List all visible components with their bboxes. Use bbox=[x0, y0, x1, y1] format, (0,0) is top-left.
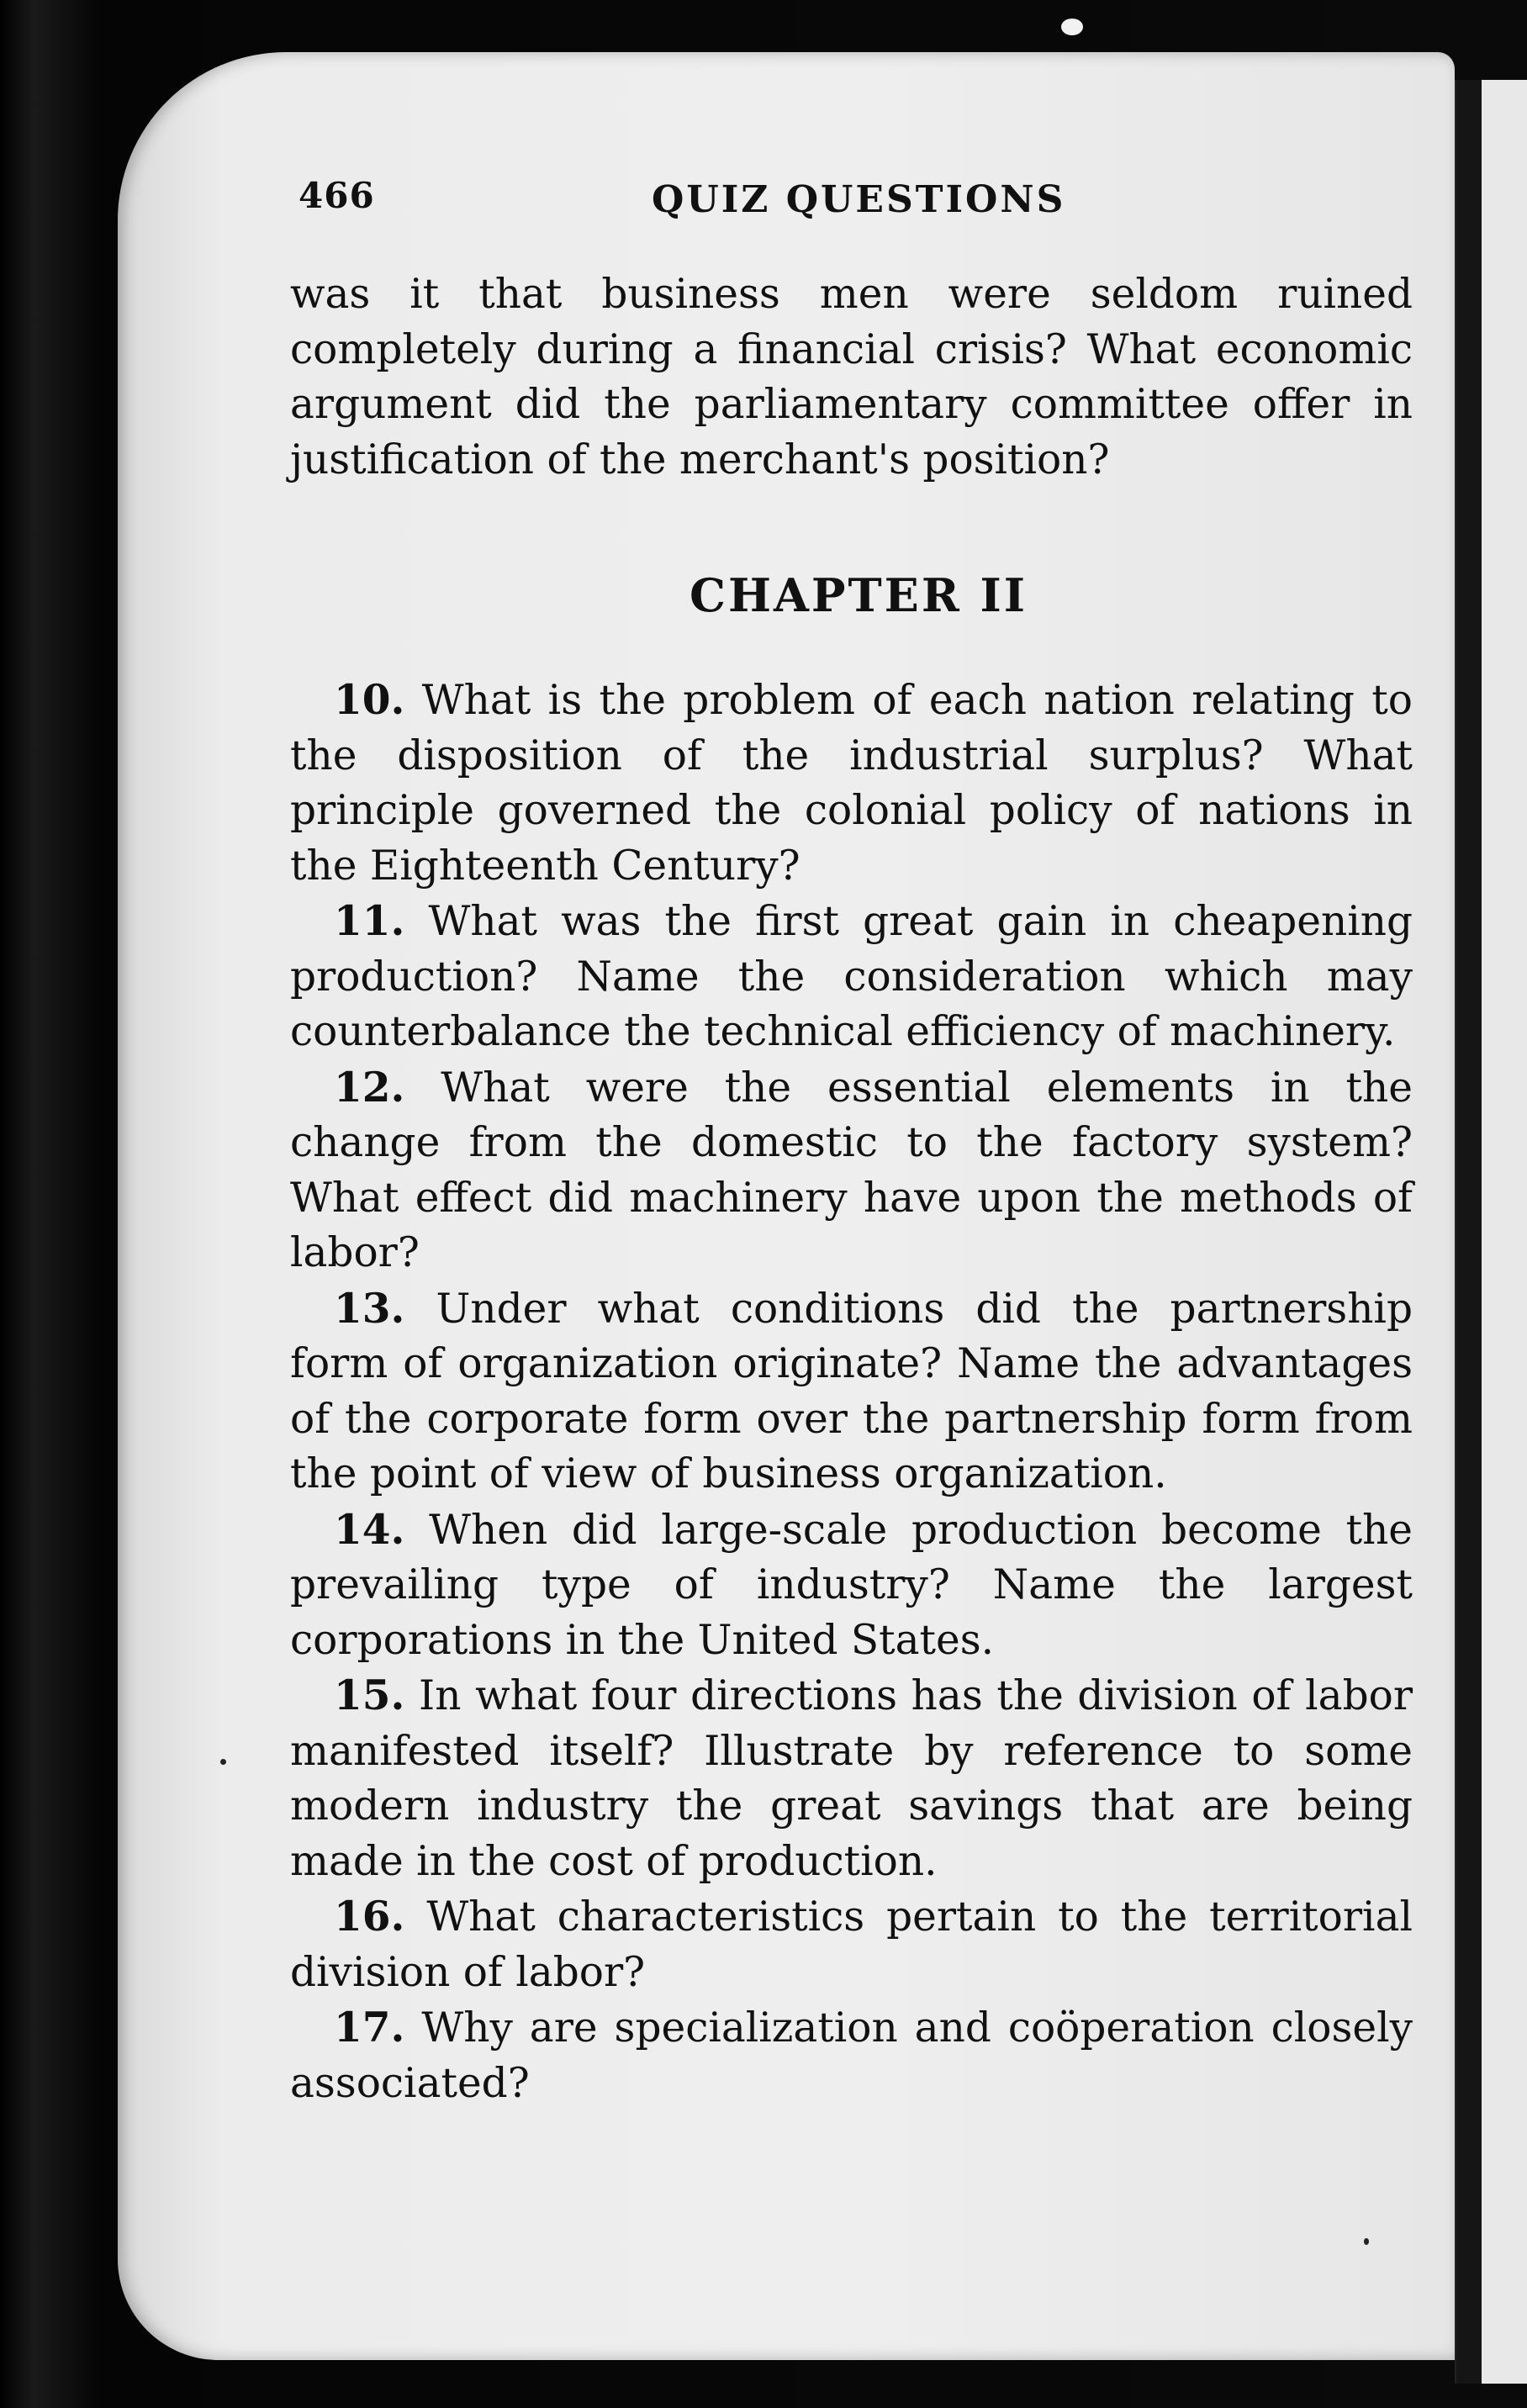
question-item bbox=[290, 894, 1413, 1060]
facing-page-edge bbox=[1480, 80, 1527, 2384]
page-number: 466 bbox=[299, 175, 375, 216]
question-number: 12. bbox=[334, 1063, 405, 1112]
question-number: 16. bbox=[334, 1893, 405, 1941]
question-text: What characteristics pertain to the territorial division of labor? bbox=[290, 1893, 1413, 1996]
scan-speck bbox=[220, 1759, 226, 1765]
question-text: What is the problem of each nation relating to the disposition of the industrial surplus? What principle governed the colonial policy of nations in the Eighteenth Century? bbox=[290, 677, 1413, 890]
question-item bbox=[290, 2000, 1413, 2111]
continuation-paragraph bbox=[290, 267, 1413, 488]
question-text: Why are specialization and coöperation closely associated? bbox=[290, 2004, 1413, 2107]
question-item bbox=[290, 1502, 1413, 1669]
question-item bbox=[290, 1668, 1413, 1889]
question-text: What was the first great gain in cheapening production? Name the consideration which may counterbalance the technical efficiency of machinery. bbox=[290, 898, 1413, 1055]
running-title: QUIZ QUESTIONS bbox=[652, 178, 1066, 221]
book-gutter bbox=[1455, 80, 1482, 2384]
question-number: 10. bbox=[334, 676, 405, 724]
page-header bbox=[299, 175, 1408, 234]
question-number: 13. bbox=[334, 1284, 405, 1333]
question-item bbox=[290, 673, 1413, 894]
question-text: What were the essential elements in the change from the domestic to the factory system? What effect did machinery have upon the methods of labor? bbox=[290, 1064, 1413, 1276]
question-number: 17. bbox=[334, 2004, 405, 2052]
question-text: Under what conditions did the partnership form of organization originate? Name the advantages of the corporate form over the partnership form from the point of view of business organization. bbox=[290, 1285, 1413, 1497]
question-item bbox=[290, 1889, 1413, 2000]
question-item bbox=[290, 1060, 1413, 1281]
question-text: In what four directions has the division of labor manifested itself? Illustrate by reference to some modern industry the great savings that are being made in the cost of production. bbox=[290, 1672, 1413, 1885]
question-number: 11. bbox=[334, 897, 405, 945]
scan-speck bbox=[1364, 2238, 1369, 2245]
chapter-title: CHAPTER II bbox=[690, 568, 1028, 622]
question-list bbox=[290, 673, 1413, 2111]
question-number: 15. bbox=[334, 1671, 405, 1719]
question-item bbox=[290, 1281, 1413, 1502]
scan-speck bbox=[1061, 18, 1083, 35]
continuation-text: was it that business men were seldom ruined completely during a financial crisis? What economic argument did the parliamentary committee offer in justification of the merchant's position? bbox=[290, 271, 1413, 483]
question-number: 14. bbox=[334, 1505, 405, 1554]
question-text: When did large-scale production become the prevailing type of industry? Name the largest corporations in the United States. bbox=[290, 1506, 1413, 1664]
